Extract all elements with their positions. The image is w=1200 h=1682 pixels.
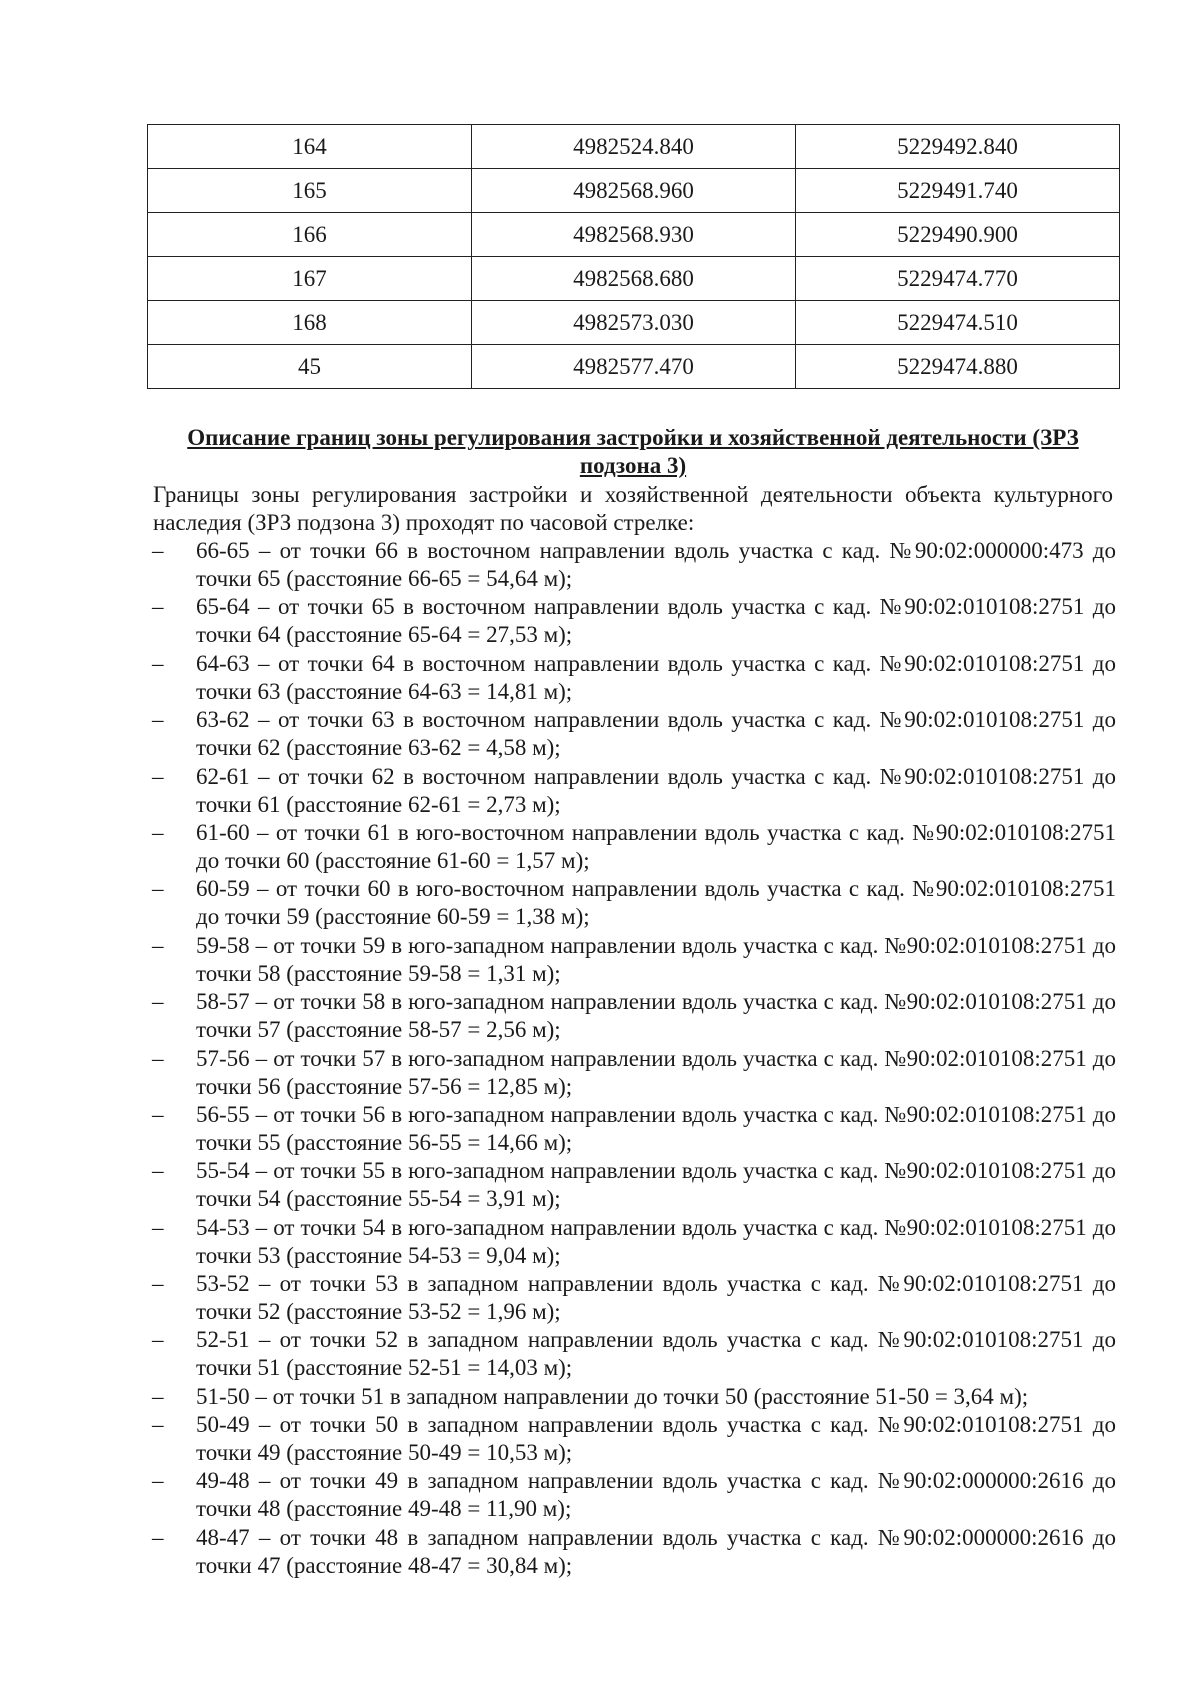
y-coordinate-cell: 5229474.770 (796, 257, 1120, 301)
list-item-text: 57-56 – от точки 57 в юго-западном направлении вдоль участка с кад. №90:02:010108:2751 до точки 56 (расстояние 57-56 = 12,85 м); (196, 1045, 1116, 1099)
table-row (148, 257, 1120, 301)
list-item (150, 988, 1116, 1044)
table-row (148, 213, 1120, 257)
y-coordinate-cell: 5229491.740 (796, 169, 1120, 213)
list-item (150, 1214, 1116, 1270)
list-item (150, 1467, 1116, 1523)
table-row (148, 125, 1120, 169)
list-item-text: 50-49 – от точки 50 в западном направлении вдоль участка с кад. №90:02:010108:2751 до точки 49 (расстояние 50-49 = 10,53 м); (196, 1412, 1116, 1466)
list-item-text: 48-47 – от точки 48 в западном направлении вдоль участка с кад. №90:02:000000:2616 до точки 47 (расстояние 48-47 = 30,84 м); (196, 1524, 1116, 1578)
list-dash: – (152, 763, 164, 789)
list-dash: – (152, 1214, 164, 1240)
point-number-cell: 166 (148, 213, 472, 257)
list-item (150, 1045, 1116, 1101)
section-heading: Описание границ зоны регулирования застройки и хозяйственной деятельности (ЗРЗ подзона 3) (187, 425, 1079, 478)
x-coordinate-cell: 4982573.030 (472, 301, 796, 345)
list-item (150, 1326, 1116, 1382)
list-item (150, 706, 1116, 762)
list-item (150, 537, 1116, 593)
point-number-cell: 165 (148, 169, 472, 213)
list-item-text: 63-62 – от точки 63 в восточном направлении вдоль участка с кад. №90:02:010108:2751 до точки 62 (расстояние 63-62 = 4,58 м); (196, 707, 1116, 761)
boundary-segment-list (150, 537, 1116, 1580)
list-dash: – (152, 650, 164, 676)
list-item-text: 54-53 – от точки 54 в юго-западном направлении вдоль участка с кад. №90:02:010108:2751 до точки 53 (расстояние 54-53 = 9,04 м); (196, 1214, 1116, 1268)
list-item-text: 55-54 – от точки 55 в юго-западном направлении вдоль участка с кад. №90:02:010108:2751 до точки 54 (расстояние 55-54 = 3,91 м); (196, 1158, 1116, 1212)
list-dash: – (152, 1383, 164, 1409)
point-number-cell: 45 (148, 345, 472, 389)
list-item (150, 1383, 1116, 1411)
x-coordinate-cell: 4982568.680 (472, 257, 796, 301)
list-dash: – (152, 876, 164, 902)
list-dash: – (152, 1045, 164, 1071)
list-dash: – (152, 1524, 164, 1550)
list-dash: – (152, 1101, 164, 1127)
list-dash: – (152, 538, 164, 563)
list-item (150, 763, 1116, 819)
list-dash: – (152, 1327, 164, 1353)
list-dash: – (152, 989, 164, 1015)
table-row (148, 169, 1120, 213)
list-item-text: 53-52 – от точки 53 в западном направлении вдоль участка с кад. №90:02:010108:2751 до точки 52 (расстояние 53-52 = 1,96 м); (196, 1271, 1116, 1325)
y-coordinate-cell: 5229474.880 (796, 345, 1120, 389)
list-item-text: 59-58 – от точки 59 в юго-западном направлении вдоль участка с кад. №90:02:010108:2751 до точки 58 (расстояние 59-58 = 1,31 м); (196, 932, 1116, 986)
list-item-text: 52-51 – от точки 52 в западном направлении вдоль участка с кад. №90:02:010108:2751 до точки 51 (расстояние 52-51 = 14,03 м); (196, 1327, 1116, 1381)
list-dash: – (152, 1468, 164, 1494)
list-item-text: 61-60 – от точки 61 в юго-восточном направлении вдоль участка с кад. №90:02:010108:2751 до точки 60 (расстояние 61-60 = 1,57 м); (196, 819, 1116, 873)
list-item (150, 1411, 1116, 1467)
list-item-text: 51-50 – от точки 51 в западном направлении до точки 50 (расстояние 51-50 = 3,64 м); (196, 1383, 1029, 1409)
list-item (150, 1524, 1116, 1580)
list-item-text: 62-61 – от точки 62 в восточном направлении вдоль участка с кад. №90:02:010108:2751 до точки 61 (расстояние 62-61 = 2,73 м); (196, 763, 1116, 817)
list-item (150, 650, 1116, 706)
list-item-text: 66-65 – от точки 66 в восточном направлении вдоль участка с кад. №90:02:000000:473 до точки 65 (расстояние 66-65 = 54,64 м); (196, 538, 1116, 591)
coordinates-table (147, 124, 1120, 389)
list-item (150, 875, 1116, 931)
list-item (150, 1157, 1116, 1213)
x-coordinate-cell: 4982568.960 (472, 169, 796, 213)
point-number-cell: 164 (148, 125, 472, 169)
intro-paragraph: Границы зоны регулирования застройки и хозяйственной деятельности объекта культурного наследия (ЗРЗ подзона 3) проходят по часовой стрелке: (153, 482, 1113, 535)
list-dash: – (152, 707, 164, 733)
list-dash: – (152, 1271, 164, 1297)
point-number-cell: 168 (148, 301, 472, 345)
list-dash: – (152, 819, 164, 845)
list-dash: – (152, 594, 164, 620)
y-coordinate-cell: 5229492.840 (796, 125, 1120, 169)
list-item-text: 58-57 – от точки 58 в юго-западном направлении вдоль участка с кад. №90:02:010108:2751 до точки 57 (расстояние 58-57 = 2,56 м); (196, 989, 1116, 1043)
list-item-text: 65-64 – от точки 65 в восточном направлении вдоль участка с кад. №90:02:010108:2751 до точки 64 (расстояние 65-64 = 27,53 м); (196, 594, 1116, 648)
list-item-text: 56-55 – от точки 56 в юго-западном направлении вдоль участка с кад. №90:02:010108:2751 до точки 55 (расстояние 56-55 = 14,66 м); (196, 1101, 1116, 1155)
list-item (150, 1270, 1116, 1326)
list-dash: – (152, 1158, 164, 1184)
list-item-text: 49-48 – от точки 49 в западном направлении вдоль участка с кад. №90:02:000000:2616 до точки 48 (расстояние 49-48 = 11,90 м); (196, 1468, 1116, 1522)
table-row (148, 345, 1120, 389)
list-item (150, 593, 1116, 649)
y-coordinate-cell: 5229474.510 (796, 301, 1120, 345)
list-dash: – (152, 932, 164, 958)
list-item (150, 819, 1116, 875)
list-item-text: 64-63 – от точки 64 в восточном направлении вдоль участка с кад. №90:02:010108:2751 до точки 63 (расстояние 64-63 = 14,81 м); (196, 650, 1116, 704)
list-item (150, 932, 1116, 988)
x-coordinate-cell: 4982524.840 (472, 125, 796, 169)
list-item-text: 60-59 – от точки 60 в юго-восточном направлении вдоль участка с кад. №90:02:010108:2751 до точки 59 (расстояние 60-59 = 1,38 м); (196, 876, 1116, 930)
list-dash: – (152, 1412, 164, 1438)
x-coordinate-cell: 4982568.930 (472, 213, 796, 257)
y-coordinate-cell: 5229490.900 (796, 213, 1120, 257)
table-row (148, 301, 1120, 345)
x-coordinate-cell: 4982577.470 (472, 345, 796, 389)
point-number-cell: 167 (148, 257, 472, 301)
list-item (150, 1101, 1116, 1157)
